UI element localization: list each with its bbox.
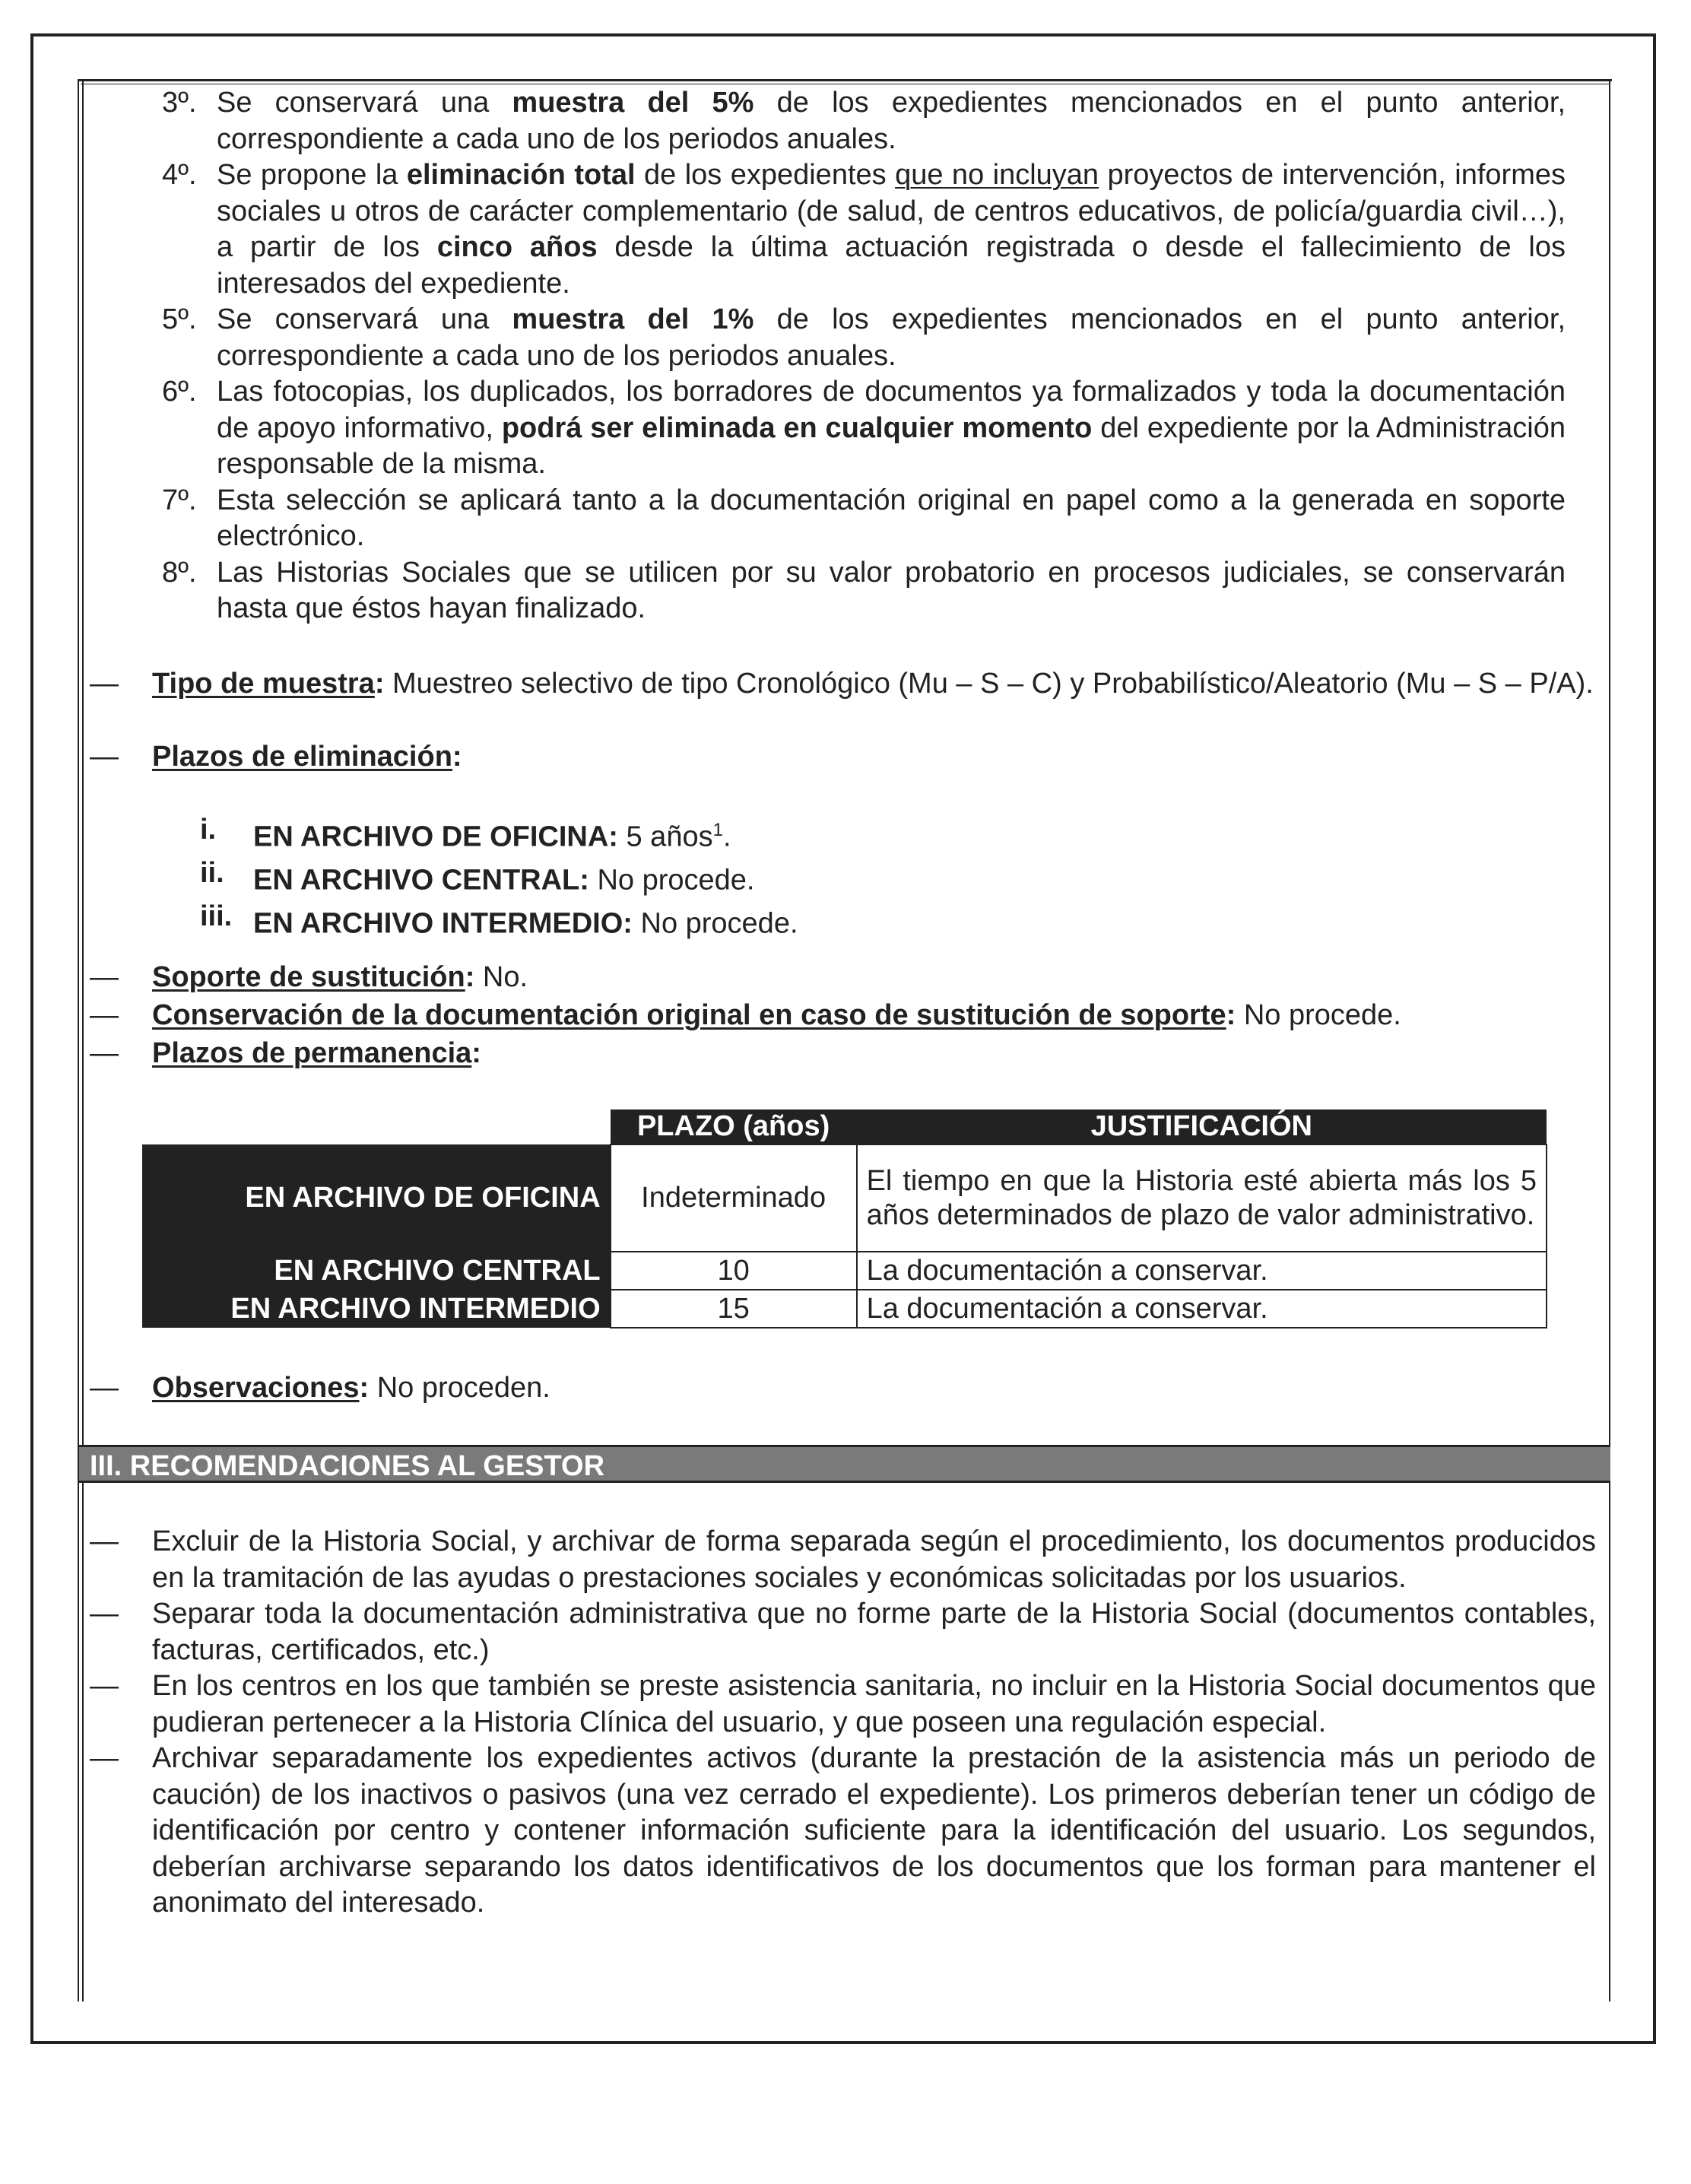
item-number: 7º. <box>162 484 197 516</box>
item-text: podrá ser eliminada en cualquier momento <box>501 411 1093 444</box>
dash-bullet: — <box>90 999 119 1031</box>
item-text: de los expedientes <box>635 159 896 191</box>
plazos-eliminacion-list <box>200 812 1493 942</box>
box-left-border <box>78 79 79 2001</box>
plazo-label: EN ARCHIVO INTERMEDIO: <box>253 907 633 940</box>
row-justificacion: La documentación a conservar. <box>857 1290 1547 1328</box>
conservacion-original: — Conservación de la documentación original en caso de sustitución de soporte: No procede. <box>90 998 1596 1034</box>
plazo-item <box>200 812 1493 856</box>
colon: : <box>471 1037 481 1069</box>
tipo-muestra-text: Muestreo selectivo de tipo Cronológico (Mu – S – C) y Probabilístico/Aleatorio (Mu – S – P/A). <box>384 668 1594 700</box>
permanencia-label: Plazos de permanencia <box>152 1037 472 1069</box>
table-header-row <box>142 1109 1547 1144</box>
row-plazo: Indeterminado <box>611 1144 857 1252</box>
numbered-item <box>162 85 1566 157</box>
plazo-item <box>200 856 1493 899</box>
item-text: Las Historias Sociales que se utilicen por su valor probatorio en procesos judiciales, se conservarán hasta que éstos hayan finalizado. <box>217 556 1566 624</box>
item-number: 3º. <box>162 87 197 119</box>
observaciones: — Observaciones: No proceden. <box>90 1370 1596 1407</box>
dash-bullet: — <box>90 1525 119 1557</box>
permanencia-table <box>142 1109 1547 1328</box>
dash-bullet: — <box>90 1742 119 1774</box>
recomendacion-item <box>90 1668 1596 1741</box>
header-justificacion: JUSTIFICACIÓN <box>857 1109 1547 1144</box>
dash-bullet: — <box>90 1598 119 1630</box>
section-header: III. RECOMENDACIONES AL GESTOR <box>79 1445 1610 1483</box>
tipo-muestra-label: Tipo de muestra <box>152 668 375 700</box>
plazo-value: 5 años <box>617 821 713 853</box>
plazo-value: No procede. <box>589 864 755 897</box>
observaciones-text: No proceden. <box>369 1372 550 1404</box>
recomendacion-text: Archivar separadamente los expedientes activos (durante la prestación de la asistencia más un periodo de caución) de los inactivos o pasivos (una vez cerrado el expediente). Los primeros deberían tener un código de identificación por centro y contener información suficiente para la identificación del usuario. Los segundos, deberían archivarse separando los datos identificativos de los documentos que los forman para mantener el anonimato del interesado. <box>152 1742 1596 1919</box>
numbered-item <box>162 483 1566 555</box>
recomendaciones-list <box>90 1524 1596 1922</box>
item-text: muestra del 1% <box>512 303 754 335</box>
box-right-border <box>1609 79 1610 2001</box>
item-text: de los expedientes mencionados en el punto anterior, correspondiente a cada uno de los periodos anuales. <box>217 303 1566 372</box>
plazo-end: . <box>722 821 731 853</box>
dash-bullet: — <box>90 668 119 700</box>
soporte-text: No. <box>474 961 528 993</box>
plazos-permanencia <box>90 1036 1596 1072</box>
recomendacion-item <box>90 1524 1596 1596</box>
dash-bullet: — <box>90 1037 119 1069</box>
box-top-border <box>78 79 1612 81</box>
item-text: de los expedientes mencionados en el punto anterior, correspondiente a cada uno de los periodos anuales. <box>217 87 1566 155</box>
numbered-item <box>162 302 1566 374</box>
plazo-label: EN ARCHIVO CENTRAL: <box>253 864 589 897</box>
row-label: EN ARCHIVO INTERMEDIO <box>142 1290 611 1328</box>
plazos-eliminacion-label: Plazos de eliminación <box>152 741 452 773</box>
plazo-number: i. <box>200 814 217 846</box>
row-plazo: 10 <box>611 1252 857 1290</box>
numbered-item <box>162 157 1566 302</box>
soporte-sustitucion: — Soporte de sustitución: No. <box>90 960 1596 996</box>
plazo-number: iii. <box>200 900 233 933</box>
item-number: 4º. <box>162 159 197 191</box>
plazo-item <box>200 899 1493 942</box>
recomendacion-text: Excluir de la Historia Social, y archivar de forma separada según el procedimiento, los documentos producidos en la tramitación de las ayudas o prestaciones sociales y económicas solicitadas por los usuarios. <box>152 1525 1596 1594</box>
item-number: 5º. <box>162 303 197 335</box>
observaciones-label: Observaciones <box>152 1372 360 1404</box>
soporte-label: Soporte de sustitución <box>152 961 465 993</box>
numbered-list <box>162 85 1566 627</box>
table-row <box>142 1252 1547 1290</box>
row-plazo: 15 <box>611 1290 857 1328</box>
item-text: cinco años <box>436 231 598 263</box>
dash-bullet: — <box>90 741 119 773</box>
row-justificacion: El tiempo en que la Historia esté abierta más los 5 años determinados de plazo de valor administrativo. <box>857 1144 1547 1252</box>
recomendacion-item <box>90 1596 1596 1668</box>
conservacion-text: No procede. <box>1236 999 1401 1031</box>
table-row <box>142 1144 1547 1252</box>
recomendacion-text: En los centros en los que también se preste asistencia sanitaria, no incluir en la Historia Social documentos que pudieran pertenecer a la Historia Clínica del usuario, y que poseen una regulación especial. <box>152 1670 1596 1738</box>
recomendacion-text: Separar toda la documentación administrativa que no forme parte de la Historia Social (documentos contables, facturas, certificados, etc.) <box>152 1598 1596 1666</box>
numbered-item <box>162 555 1566 627</box>
tipo-muestra: — Tipo de muestra: Muestreo selectivo de tipo Cronológico (Mu – S – C) y Probabilístico/Aleatorio (Mu – S – P/A). <box>90 666 1596 703</box>
header-plazo: PLAZO (años) <box>611 1109 857 1144</box>
item-text: Esta selección se aplicará tanto a la documentación original en papel como a la generada en soporte electrónico. <box>217 484 1566 552</box>
item-text: eliminación total <box>406 159 636 191</box>
box-left-border-inner <box>82 79 84 2001</box>
row-label: EN ARCHIVO CENTRAL <box>142 1252 611 1290</box>
footnote-ref: 1 <box>712 820 723 840</box>
dash-bullet: — <box>90 961 119 993</box>
dash-bullet: — <box>90 1372 119 1404</box>
plazo-value: No procede. <box>632 907 798 940</box>
item-text: Se conservará una <box>217 87 512 119</box>
recomendacion-item <box>90 1741 1596 1922</box>
dash-bullet: — <box>90 1670 119 1702</box>
item-text: que no incluyan <box>895 159 1099 191</box>
plazos-eliminacion <box>90 739 1596 776</box>
item-text: muestra del 5% <box>512 87 754 119</box>
row-label: EN ARCHIVO DE OFICINA <box>142 1144 611 1252</box>
item-text: desde la última actuación registrada o desde el fallecimiento de los interesados del expediente. <box>217 231 1566 300</box>
plazo-number: ii. <box>200 857 224 890</box>
row-justificacion: La documentación a conservar. <box>857 1252 1547 1290</box>
item-text: del expediente por la Administración responsable de la misma. <box>217 411 1566 480</box>
table-row <box>142 1290 1547 1328</box>
plazo-label: EN ARCHIVO DE OFICINA: <box>253 821 618 853</box>
item-text: proyectos de intervención, informes sociales u otros de carácter complementario (de salud, de centros educativos, de policía/guardia civil…), a partir de los <box>217 159 1566 263</box>
colon: : <box>452 741 462 773</box>
conservacion-label: Conservación de la documentación original en caso de sustitución de soporte <box>152 999 1226 1031</box>
item-text: Se conservará una <box>217 303 512 335</box>
item-number: 8º. <box>162 556 197 589</box>
item-text: Las fotocopias, los duplicados, los borradores de documentos ya formalizados y toda la documentación de apoyo informativo, <box>217 376 1566 444</box>
item-text: Se propone la <box>217 159 407 191</box>
item-number: 6º. <box>162 376 197 408</box>
numbered-item <box>162 374 1566 483</box>
